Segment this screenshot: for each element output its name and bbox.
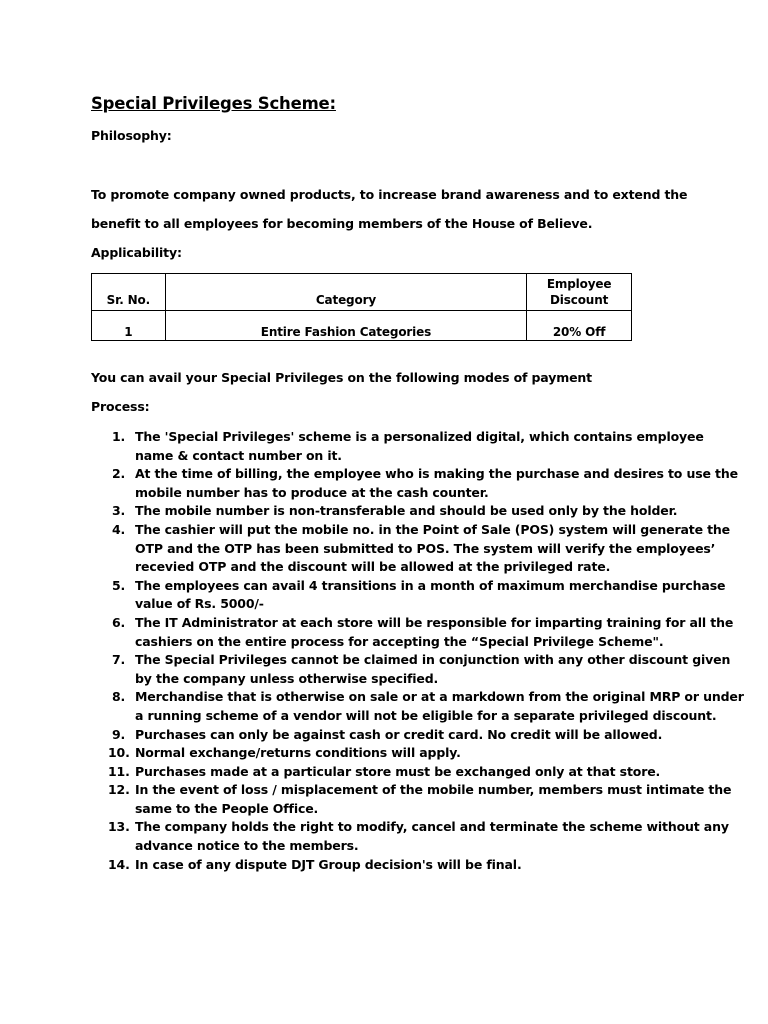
list-item-line: In case of any dispute DJT Group decision's will be final. [135,856,522,872]
list-item-line: The Special Privileges cannot be claimed in conjunction with any other discount given [135,652,731,668]
list-item-line: by the company unless otherwise specified. [135,670,439,686]
list-item-number: 6. [112,614,126,630]
list-item [91,763,691,782]
list-item [91,428,704,465]
header-discount-line-2: Discount [549,293,609,307]
list-item-line: The cashier will put the mobile no. in the Point of Sale (POS) system will generate the [135,521,731,537]
list-item-number: 3. [112,503,126,519]
list-item-line: Purchases made at a particular store must be exchanged only at that store. [135,763,661,779]
list-item [91,651,731,688]
list-item [91,744,691,763]
list-item-number: 12. [108,782,130,798]
list-item-number: 7. [112,652,126,668]
philosophy-label: Philosophy: [91,128,172,143]
cell-category: Entire Fashion Categories [165,311,526,341]
list-item-line: Purchases can only be against cash or credit card. No credit will be allowed. [135,726,663,742]
list-item [91,688,744,725]
list-item [91,856,691,875]
process-list [91,428,744,874]
list-item-line: The IT Administrator at each store will be responsible for imparting training for all the [135,614,734,630]
list-item-line: In the event of loss / misplacement of the mobile number, members must intimate the [135,782,732,798]
list-item [91,521,731,577]
list-item-number: 10. [108,745,130,761]
list-item-line: advance notice to the members. [135,838,359,854]
list-item-number: 5. [112,577,126,593]
list-item-number: 1. [112,429,126,444]
process-label: Process: [91,399,150,414]
header-category: Category [165,274,526,311]
header-discount-line-1: Employee [546,277,612,291]
document-title: Special Privileges Scheme: [91,94,336,113]
list-item-line: The 'Special Privileges' scheme is a personalized digital, which contains employee [135,429,704,444]
table-row [92,311,632,341]
list-item [91,502,691,521]
list-item [91,577,726,614]
philosophy-line-1: To promote company owned products, to increase brand awareness and to extend the [91,187,688,202]
list-item-line: same to the People Office. [135,800,319,816]
list-item-line: The employees can avail 4 transitions in a month of maximum merchandise purchase [135,577,726,593]
list-item-line: cashiers on the entire process for accepting the “Special Privilege Scheme". [135,633,664,649]
list-item-line: recevied OTP and the discount will be allowed at the privileged rate. [135,559,611,575]
philosophy-line-2: benefit to all employees for becoming members of the House of Believe. [91,216,593,231]
list-item [91,781,732,818]
list-item-line: value of Rs. 5000/- [135,596,264,612]
list-item-line: name & contact number on it. [135,447,342,463]
payment-note: You can avail your Special Privileges on the following modes of payment [91,370,592,385]
cell-discount: 20% Off [527,311,632,341]
list-item-line: At the time of billing, the employee who is making the purchase and desires to use the [135,466,738,482]
list-item-number: 4. [112,521,126,537]
list-item-line: Merchandise that is otherwise on sale or at a markdown from the original MRP or under [135,689,744,705]
list-item [91,614,734,651]
list-item-number: 14. [108,856,130,872]
list-item [91,726,691,745]
list-item-line: The company holds the right to modify, cancel and terminate the scheme without any [135,819,729,835]
list-item-number: 9. [112,726,126,742]
list-item-line: mobile number has to produce at the cash counter. [135,484,489,500]
header-sr-no: Sr. No. [92,274,166,311]
table-header-row [92,274,632,311]
list-item-number: 8. [112,689,126,705]
list-item [91,465,738,502]
header-employee-discount [527,274,632,311]
list-item-number: 13. [108,819,130,835]
cell-sr-no: 1 [92,311,166,341]
list-item-line: OTP and the OTP has been submitted to POS. The system will verify the employees’ [135,540,716,556]
list-item-line: The mobile number is non-transferable and should be used only by the holder. [135,503,678,519]
applicability-label: Applicability: [91,245,182,260]
list-item-line: a running scheme of a vendor will not be eligible for a separate privileged discount. [135,707,717,723]
list-item-number: 11. [108,763,130,779]
list-item-number: 2. [112,466,126,482]
list-item [91,818,729,855]
list-item-line: Normal exchange/returns conditions will apply. [135,745,461,761]
discount-table [91,273,632,341]
